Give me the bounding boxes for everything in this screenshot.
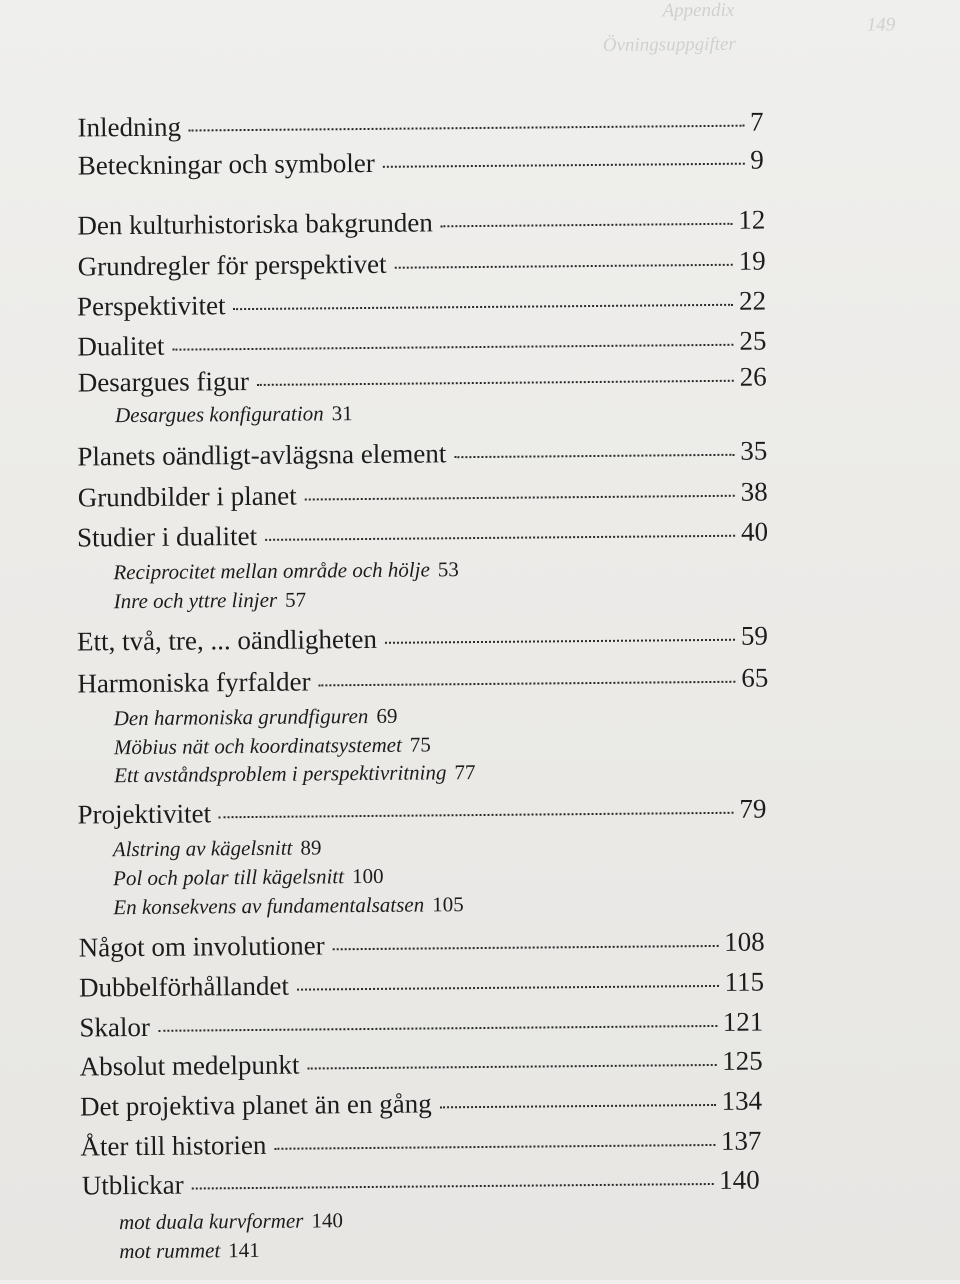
toc-entry-page: 35 <box>740 435 768 466</box>
toc-entry <box>79 926 765 964</box>
toc-subentry <box>113 556 459 585</box>
toc-entry <box>80 1045 763 1083</box>
toc-entry <box>78 144 764 182</box>
toc-subentry-title: Desargues konfiguration <box>114 401 324 428</box>
toc-entry-title: Beteckningar och symboler <box>77 147 375 181</box>
toc-subentry-page: 31 <box>331 401 353 426</box>
toc-entry-page: 125 <box>722 1045 763 1076</box>
toc-subentry-title: Ett avståndsproblem i perspektivritning <box>114 760 447 788</box>
dot-leader <box>274 1144 715 1150</box>
toc-entry-title: Utblickar <box>81 1169 184 1201</box>
toc-entry-title: Åter till historien <box>80 1129 267 1162</box>
toc-subentry-title: Pol och polar till kägelsnitt <box>112 864 345 891</box>
toc-subentry-title: Alstring av kägelsnitt <box>112 835 293 862</box>
toc-subentry-page: 140 <box>311 1208 343 1233</box>
toc-entry <box>77 661 768 699</box>
toc-entry-title: Desargues figur <box>77 366 250 398</box>
dot-leader <box>265 535 735 541</box>
toc-entry-title: Inledning <box>77 111 182 143</box>
toc-entry-page: 7 <box>749 106 764 137</box>
toc-subentry <box>113 863 384 891</box>
toc-entry-page: 137 <box>720 1125 762 1156</box>
toc-subentry-page: 141 <box>228 1237 260 1263</box>
bleed-through-heading: Appendix <box>662 0 735 22</box>
toc-subentry <box>119 1237 260 1264</box>
toc-subentry-title: mot rummet <box>119 1238 221 1264</box>
toc-entry-page: 115 <box>724 966 765 997</box>
toc-entry-title: Studier i dualitet <box>76 520 258 553</box>
toc-subentry <box>115 400 353 428</box>
toc-entry <box>77 515 768 553</box>
toc-entry-page: 65 <box>741 662 769 693</box>
toc-entry <box>78 360 767 398</box>
toc-entry-page: 26 <box>739 361 767 392</box>
dot-leader <box>305 495 735 501</box>
dot-leader <box>172 344 733 351</box>
toc-subentry <box>113 891 464 920</box>
toc-entry <box>77 203 765 241</box>
toc-entry-page: 140 <box>719 1164 760 1195</box>
dot-leader <box>307 1064 716 1070</box>
dot-leader <box>234 304 734 310</box>
toc-subentry-page: 100 <box>351 863 384 889</box>
toc-subentry-page: 69 <box>376 703 398 728</box>
toc-subentry-page: 105 <box>432 892 464 917</box>
toc-entry-title: Planets oändligt-avlägsna element <box>77 438 447 472</box>
dot-leader <box>454 454 734 458</box>
toc-entry-page: 9 <box>750 144 764 175</box>
toc-subentry-page: 75 <box>409 732 431 757</box>
toc-entry-title: Den kulturhistoriska bakgrunden <box>77 207 433 241</box>
dot-leader <box>192 1183 714 1190</box>
toc-entry-title: Dubbelförhållandet <box>78 970 290 1003</box>
toc-entry-page: 22 <box>738 285 767 316</box>
toc-entry-title: Grundregler för perspektivet <box>77 248 387 282</box>
toc-entry <box>78 475 768 513</box>
toc-subentry <box>114 703 398 731</box>
toc-entry <box>80 1125 761 1163</box>
toc-subentry-page: 89 <box>300 835 322 860</box>
toc-subentry-page: 57 <box>285 587 307 612</box>
toc-subentry <box>113 834 322 862</box>
toc-entry-page: 134 <box>721 1085 763 1116</box>
dot-leader <box>257 380 734 386</box>
dot-leader <box>189 125 744 132</box>
toc-entry-page: 40 <box>740 516 769 547</box>
toc-entry-title: Det projektiva planet än en gång <box>79 1088 432 1122</box>
toc-entry-page: 38 <box>740 476 768 507</box>
bleed-through-page-number: 149 <box>866 14 896 36</box>
dot-leader <box>333 945 719 950</box>
toc-subentry <box>114 587 307 615</box>
toc-entry-title: Grundbilder i planet <box>77 480 297 513</box>
toc-subentry-title: Reciprocitet mellan område och hölje <box>113 557 430 585</box>
dot-leader <box>441 223 733 228</box>
toc-entry-title: Perspektivitet <box>76 290 226 322</box>
toc-subentry <box>119 1207 343 1235</box>
toc-entry <box>77 434 767 472</box>
toc-entry-title: Projektivitet <box>77 798 212 830</box>
toc-entry <box>77 793 766 831</box>
toc-entry <box>77 284 766 322</box>
toc-entry <box>79 966 764 1004</box>
toc-subentry-title: Inre och yttre linjer <box>113 587 278 614</box>
toc-entry-title: Dualitet <box>77 330 165 362</box>
toc-entry <box>77 324 766 362</box>
toc-entry <box>80 1085 762 1123</box>
toc-entry-title: Ett, två, tre, ... oändligheten <box>76 623 378 657</box>
toc-entry <box>78 244 766 282</box>
toc-subentry-title: mot duala kurvformer <box>118 1208 304 1235</box>
toc-subentry <box>114 731 431 760</box>
dot-leader <box>395 264 733 269</box>
toc-entry-page: 121 <box>722 1006 764 1037</box>
toc-entry-page: 59 <box>740 620 769 651</box>
toc-entry <box>82 1164 760 1202</box>
toc-subentry <box>114 759 475 788</box>
toc-entry-title: Harmoniska fyrfalder <box>77 666 311 699</box>
toc-subentry-page: 77 <box>454 760 476 785</box>
toc-entry-page: 19 <box>738 245 766 276</box>
toc-subentry-page: 53 <box>437 557 459 582</box>
dot-leader <box>219 812 734 818</box>
toc-entry <box>77 106 763 144</box>
toc-entry-title: Skalor <box>79 1011 150 1043</box>
toc-subentry-title: Möbius nät och koordinatsystemet <box>113 732 402 760</box>
dot-leader <box>297 985 719 991</box>
toc-entry-page: 79 <box>739 793 767 824</box>
dot-leader <box>158 1025 717 1032</box>
dot-leader <box>383 163 745 168</box>
bleed-through-subheading: Övningsuppgifter <box>602 33 736 56</box>
toc-entry-page: 25 <box>739 325 767 356</box>
toc-entry-title: Något om involutioner <box>78 930 325 963</box>
toc-entry <box>77 619 768 657</box>
toc-entry <box>79 1006 763 1044</box>
toc-entry-page: 12 <box>738 204 766 235</box>
toc-subentry-title: En konsekvens av fundamentalsatsen <box>113 892 425 920</box>
toc-entry-page: 108 <box>724 926 765 957</box>
dot-leader <box>319 681 736 687</box>
toc-subentry-title: Den harmoniska grundfiguren <box>113 703 369 731</box>
dot-leader <box>440 1104 716 1108</box>
dot-leader <box>385 639 735 644</box>
toc-entry-title: Absolut medelpunkt <box>79 1049 300 1082</box>
